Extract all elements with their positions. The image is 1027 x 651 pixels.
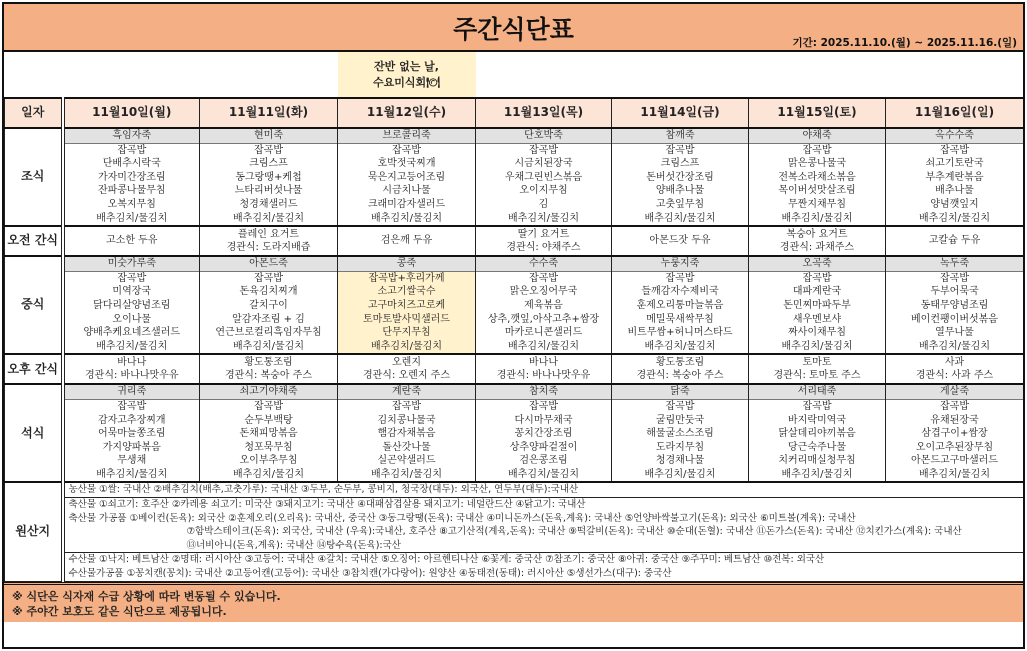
menu-item: 오이부추무침: [239, 455, 298, 467]
menu-item: 동태무양념조림: [920, 299, 989, 311]
porridge-item: 참깨죽: [612, 129, 748, 144]
menu-item: 어묵마늘쫑조림: [97, 428, 166, 440]
porridge-item: 아몬드죽: [200, 257, 337, 272]
snack-item: 황도통조림: [244, 356, 293, 368]
porridge-item: 오곡죽: [749, 257, 885, 272]
menu-item: 배추김치/물김치: [508, 340, 579, 352]
pm-snack-cell: [476, 354, 612, 384]
snack-item: 검은깨 두유: [380, 235, 433, 247]
menu-item: 상추양파겉절이: [509, 441, 578, 453]
menu-item: 느타리버섯나물: [234, 185, 303, 197]
menu-item: 오이고추된장무침: [915, 441, 994, 453]
porridge-item: 수수죽: [476, 257, 611, 272]
menu-item: 오이지무침: [519, 185, 568, 197]
porridge-item: 게살죽: [886, 385, 1023, 400]
menu-item: 배추김치/물김치: [781, 340, 853, 352]
menu-item: 잡곡밥: [117, 144, 147, 156]
am-snack-cell: [749, 226, 886, 256]
dinner-row: [5, 384, 1024, 482]
date-label: 일자: [5, 98, 63, 128]
menu-item: 오이나물: [112, 313, 152, 325]
dinner-cell: [749, 384, 886, 482]
menu-item: 배추김치/물김치: [781, 468, 853, 480]
porridge-item: 야채죽: [749, 129, 885, 144]
pm-snack-cell: [749, 354, 886, 384]
lunch-cell: [612, 256, 749, 354]
menu-item: 배추김치/물김치: [508, 468, 579, 480]
pm-snack-row: [5, 354, 1024, 384]
menu-item: 배추김치/물김치: [919, 340, 990, 352]
dinner-cell: [63, 384, 200, 482]
menu-item: 배추나물: [935, 185, 974, 197]
menu-item: 잡곡밥: [254, 144, 283, 156]
breakfast-cell: [886, 128, 1024, 226]
menu-item: 잡곡밥: [529, 272, 558, 284]
footer-line: ※ 식단은 식자재 수급 상황에 따라 변동될 수 있습니다.: [12, 589, 281, 603]
snack-item: 고칼슘 두유: [928, 235, 981, 247]
lunch-cell: [749, 256, 886, 354]
porridge-item: 닭죽: [612, 385, 748, 400]
menu-item: 배추김치/물김치: [371, 468, 442, 480]
note-line: 수요미식회🍽: [372, 75, 441, 89]
menu-item: 김치콩나물국: [377, 414, 436, 426]
snack-item: 고소한 두유: [106, 235, 158, 247]
menu-item: 배추김치/물김치: [644, 340, 716, 352]
special-day-note: [338, 52, 476, 98]
menu-item: 오복지무침: [107, 198, 156, 210]
snack-item: 경관식: 도라지배즙: [226, 242, 311, 254]
porridge-item: 콩죽: [338, 257, 475, 272]
porridge-item: 현미죽: [200, 129, 337, 144]
menu-item: 맑은오징어무국: [509, 286, 578, 298]
dinner-cell: [476, 384, 612, 482]
snack-item: 경관식: 과채주스: [779, 242, 855, 254]
menu-item: 전복소라채소볶음: [778, 171, 856, 183]
menu-item: 잡곡밥+후리가께: [368, 272, 445, 284]
pm-snack-cell: [338, 354, 476, 384]
menu-item: 배추김치/물김치: [919, 468, 990, 480]
note-line: 잔반 없는 날,: [374, 59, 439, 73]
origin-livestock-line: 축산물 ①쇠고기: 호주산 ②카레용 쇠고기: 미국산 ③돼지고기: 국내산 ④대패삼겹살용 돼지고기: 네덜란드산 ④닭고기: 국내산: [68, 499, 586, 511]
menu-item: 닭다리살양념조림: [93, 299, 171, 311]
menu-item: 바지락미역국: [788, 414, 846, 426]
snack-item: 딸기 요거트: [517, 228, 570, 240]
day-date: 11월16일(일): [886, 98, 1024, 128]
am-snack-cell: [338, 226, 476, 256]
menu-item: 메밀묵새싹무침: [646, 313, 714, 325]
am-snack-cell: [886, 226, 1024, 256]
menu-item: 잡곡밥: [940, 272, 969, 284]
menu-item: 크래미감자샐러드: [367, 198, 446, 210]
menu-item: 햄감자채볶음: [377, 428, 436, 440]
origin-farm: 농산물 ①쌀: 국내산 ②배추김치(배추,고춧가루): 국내산 ③두부, 순두부, 콩비지, 청국장(대두): 외국산, 연두부(대두):국내산: [65, 483, 1024, 498]
snack-item: 바나나: [117, 356, 147, 368]
day-date: 11월15일(토): [749, 98, 886, 128]
menu-item: 상추,깻잎,아삭고추+쌈장: [487, 313, 600, 325]
menu-item: 김: [538, 198, 549, 210]
origin-livestock-processed-line: 축산물 가공품 ①베이컨(돈육): 외국산 ②훈제오리(오리육): 국내산, 중국산 ③동그랑땡(돈육): 국내산 ④미니돈까스(돈육,계육): 국내산 ⑤언양바싹불고기(돈육): 외국산 ⑥미트볼(계육): 국내산: [68, 512, 856, 524]
snack-item: 경관식: 사과 주스: [915, 370, 994, 382]
menu-item: 잡곡밥: [529, 400, 558, 412]
menu-item: 고구마치즈고로케: [367, 299, 446, 311]
menu-item: 실곤약샐러드: [377, 455, 436, 467]
menu-item: 잡곡밥: [117, 272, 147, 284]
origin-seafood: [65, 553, 1024, 580]
origin-info: [63, 482, 1024, 581]
menu-item: 가자미간장조림: [97, 171, 166, 183]
dinner-label: 석식: [5, 384, 63, 482]
menu-item: 유채된장국: [930, 414, 979, 426]
snack-item: 바나나: [529, 356, 558, 368]
pm-snack-cell: [63, 354, 200, 384]
snack-item: 아몬드잣 두유: [649, 235, 711, 247]
menu-item: 치커리매실청무침: [778, 455, 856, 467]
origin-livestock-processed-line: ⑦함박스테이크(돈육): 외국산, 국내산 (우육):국내산, 호주산 ⑧고기산적(계육,돈육): 국내산 ⑨떡갈비(돈육): 국내산 ⑩순대(돈혈): 국내산 ⑪돈가스(돈육): 국내산 ⑫치킨가스(계육): 국내산: [186, 526, 962, 538]
am-snack-cell: [200, 226, 338, 256]
menu-item: 고춧잎무침: [655, 198, 705, 210]
menu-item: 무생채: [117, 455, 147, 467]
menu-item: 묵은지고등어조림: [367, 171, 446, 183]
menu-item: 배추김치/물김치: [644, 212, 716, 224]
date-header-row: [5, 98, 1024, 128]
menu-item: 양념깻잎지: [930, 198, 979, 210]
menu-item: 배추김치/물김치: [371, 212, 442, 224]
menu-item: 맑은콩나물국: [788, 158, 846, 170]
menu-item: 청경채나물: [655, 455, 705, 467]
pm-snack-cell: [886, 354, 1024, 384]
menu-item: 호박젓국찌개: [377, 158, 436, 170]
menu-item: 크림스프: [249, 158, 288, 170]
menu-item: 잔파콩나물무침: [97, 185, 166, 197]
menu-item: 연근브로컬리흑임자무침: [215, 327, 322, 339]
am-snack-cell: [476, 226, 612, 256]
menu-item: 마카로니콘샐러드: [504, 327, 583, 339]
porridge-item: 흑임자죽: [65, 129, 200, 144]
menu-item: 돈채피망볶음: [239, 428, 298, 440]
page-title: 주간식단표: [453, 15, 574, 44]
am-snack-label: 오전 간식: [5, 226, 63, 256]
day-date: 11월12일(수): [338, 98, 476, 128]
dinner-cell: [612, 384, 749, 482]
snack-item: 복숭아 요거트: [786, 228, 848, 240]
am-snack-cell: [612, 226, 749, 256]
menu-item: 짜사이채무침: [788, 327, 846, 339]
origin-label: 원산지: [5, 482, 63, 581]
menu-item: 돌산갓나물: [382, 441, 431, 453]
menu-item: 잡곡밥: [665, 272, 695, 284]
menu-item: 아몬드고구마샐러드: [911, 455, 998, 467]
menu-item: 양배추나물: [655, 185, 705, 197]
menu-item: 굴림만둣국: [655, 414, 705, 426]
porridge-item: 서리태죽: [749, 385, 885, 400]
menu-item: 목이버섯맛살조림: [778, 185, 856, 197]
menu-item: 잡곡밥: [802, 144, 832, 156]
porridge-item: 계란죽: [338, 385, 475, 400]
title-bar: [4, 4, 1023, 52]
breakfast-cell: [612, 128, 749, 226]
breakfast-row: [5, 128, 1024, 226]
menu-item: 도라지무침: [655, 441, 705, 453]
menu-item: 다시마무채국: [514, 414, 573, 426]
menu-item: 시금치된장국: [514, 158, 573, 170]
menu-item: 청포묵무침: [244, 441, 293, 453]
menu-item: 배추김치/물김치: [508, 212, 579, 224]
breakfast-cell: [749, 128, 886, 226]
menu-item: 순두부백탕: [244, 414, 293, 426]
menu-item: 양배추케요네즈샐러드: [83, 327, 181, 339]
footer-notice: [4, 582, 1023, 622]
menu-item: 대파계란국: [792, 286, 842, 298]
menu-item: 들깨감자수제비국: [641, 286, 719, 298]
lunch-label: 중식: [5, 256, 63, 354]
porridge-item: 브로콜리죽: [338, 129, 475, 144]
menu-item: 잡곡밥: [665, 400, 695, 412]
am-snack-cell: [63, 226, 200, 256]
porridge-item: 참치죽: [476, 385, 611, 400]
weekly-menu: [2, 2, 1025, 649]
menu-item: 두부어묵국: [930, 286, 979, 298]
origin-livestock: [65, 498, 1024, 553]
period-text: 기간: 2025.11.10.(월) ~ 2025.11.16.(일): [792, 37, 1017, 49]
menu-item: 배추김치/물김치: [644, 468, 716, 480]
menu-item: 잡곡밥: [117, 400, 147, 412]
menu-item: 새우멘보샤: [792, 313, 842, 325]
snack-item: 플레인 요거트: [237, 228, 300, 240]
menu-item: 잡곡밥: [254, 272, 283, 284]
menu-item: 돈버섯간장조림: [646, 171, 714, 183]
porridge-item: 옥수수죽: [886, 129, 1023, 144]
menu-table: [4, 52, 1024, 582]
note-row: [5, 52, 1024, 98]
menu-item: 가지양파볶음: [102, 441, 161, 453]
snack-item: 경관식: 복숭아 주스: [224, 370, 312, 382]
snack-item: 토마토: [802, 356, 832, 368]
menu-item: 부추계란볶음: [925, 171, 984, 183]
menu-item: 감자고추장찌개: [97, 414, 166, 426]
breakfast-cell: [476, 128, 612, 226]
menu-item: 잡곡밥: [802, 400, 832, 412]
menu-item: 열무나물: [935, 327, 974, 339]
am-snack-row: [5, 226, 1024, 256]
lunch-cell: [338, 256, 476, 354]
menu-item: 단무지무침: [382, 327, 431, 339]
menu-item: 잡곡밥: [940, 400, 969, 412]
menu-item: 배추김치/물김치: [96, 340, 168, 352]
origin-livestock-processed-line: ⑬너비아니(돈육,계육): 국내산 ⑭탕수육(돈육):국산: [186, 539, 401, 551]
pm-snack-cell: [612, 354, 749, 384]
menu-item: 배추김치/물김치: [96, 212, 168, 224]
menu-item: 제육볶음: [524, 299, 563, 311]
day-date: 11월10일(월): [63, 98, 200, 128]
menu-item: 시금치나물: [382, 185, 431, 197]
lunch-cell: [886, 256, 1024, 354]
footer-line: ※ 주야간 보호도 같은 식단으로 제공됩니다.: [12, 604, 227, 618]
porridge-item: 쇠고기야채죽: [200, 385, 337, 400]
menu-item: 돈민찌마파두부: [783, 299, 851, 311]
menu-item: 잡곡밥: [665, 144, 695, 156]
snack-item: 오렌지: [392, 356, 421, 368]
day-date: 11월14일(금): [612, 98, 749, 128]
origin-row: [5, 482, 1024, 581]
lunch-cell: [63, 256, 200, 354]
menu-item: 배추김치/물김치: [781, 212, 853, 224]
menu-item: 미역장국: [112, 286, 152, 298]
menu-item: 청경채샐러드: [239, 198, 298, 210]
menu-item: 우채그린빈스볶음: [504, 171, 583, 183]
menu-item: 알감자조림 + 김: [232, 313, 305, 325]
origin-seafood-line: 수산물 ①낙지: 베트남산 ②명태: 러시아산 ③고등어: 국내산 ④갈치: 국내산 ⑤오징어: 아르헨티나산 ⑥꽃게: 중국산 ⑦참조기: 중국산 ⑧아귀: 중국산 ⑨주꾸미: 베트남산 ⑩전복: 외국산: [68, 554, 825, 566]
snack-item: 경관식: 복숭아 주스: [636, 370, 724, 382]
lunch-cell: [200, 256, 338, 354]
menu-item: 쇠고기토란국: [925, 158, 984, 170]
menu-item: 소고기쌀국수: [377, 286, 436, 298]
lunch-cell: [476, 256, 612, 354]
menu-item: 비트무쌈+허니머스타드: [627, 327, 733, 339]
breakfast-cell: [200, 128, 338, 226]
menu-item: 배추김치/물김치: [233, 212, 304, 224]
menu-item: 배추김치/물김치: [233, 468, 304, 480]
dinner-cell: [886, 384, 1024, 482]
menu-item: 잡곡밥: [392, 400, 421, 412]
menu-item: 잡곡밥: [254, 400, 283, 412]
menu-item: 토마토발사믹샐러드: [363, 313, 450, 325]
menu-item: 꽁치간장조림: [514, 428, 573, 440]
dinner-cell: [338, 384, 476, 482]
breakfast-label: 조식: [5, 128, 63, 226]
menu-item: 잡곡밥: [392, 144, 421, 156]
pm-snack-cell: [200, 354, 338, 384]
pm-snack-label: 오후 간식: [5, 354, 63, 384]
menu-item: 당근숙주나물: [788, 441, 846, 453]
porridge-item: 미숫가루죽: [65, 257, 200, 272]
menu-item: 무짠지채무침: [788, 198, 846, 210]
menu-item: 크림스프: [660, 158, 700, 170]
porridge-item: 단호박죽: [476, 129, 611, 144]
day-date: 11월13일(목): [476, 98, 612, 128]
snack-item: 황도통조림: [655, 356, 705, 368]
snack-item: 경관식: 오렌지 주스: [362, 370, 450, 382]
menu-item: 배추김치/물김치: [371, 340, 442, 352]
menu-item: 삼겹구이+쌈장: [921, 428, 988, 440]
snack-item: 사과: [944, 356, 965, 368]
snack-item: 경관식: 야채주스: [506, 242, 581, 254]
menu-item: 잡곡밥: [529, 144, 558, 156]
menu-item: 검은콩조림: [519, 455, 568, 467]
menu-item: 잡곡밥: [940, 144, 969, 156]
menu-item: 훈제오리통마늘볶음: [636, 299, 724, 311]
porridge-item: 귀리죽: [65, 385, 200, 400]
menu-item: 배추김치/물김치: [919, 212, 990, 224]
menu-item: 배추김치/물김치: [233, 340, 304, 352]
porridge-item: 누룽지죽: [612, 257, 748, 272]
porridge-item: 녹두죽: [886, 257, 1023, 272]
menu-item: 잡곡밥: [802, 272, 832, 284]
menu-item: 갈치구이: [249, 299, 288, 311]
menu-item: 단배추시락국: [102, 158, 161, 170]
breakfast-cell: [338, 128, 476, 226]
snack-item: 경관식: 바나나맛우유: [496, 370, 591, 382]
menu-item: 돈육김치찌개: [239, 286, 298, 298]
menu-item: 베이컨팽이버섯볶음: [911, 313, 998, 325]
menu-item: 닭살데리야끼볶음: [778, 428, 856, 440]
snack-item: 경관식: 토마토 주스: [773, 370, 861, 382]
dinner-cell: [200, 384, 338, 482]
day-date: 11월11일(화): [200, 98, 338, 128]
lunch-row: [5, 256, 1024, 354]
menu-item: 동그랑땡+케첩: [235, 171, 302, 183]
origin-seafood-processed-line: 수산물가공품 ①꽁치캔(꽁치): 국내산 ②고등어캔(고등어): 국내산 ③참치캔(가다랑어): 원양산 ④동태전(동태): 러시아산 ⑤생선가스(대구): 중국산: [68, 568, 672, 580]
menu-item: 배추김치/물김치: [96, 468, 168, 480]
menu-item: 해물굴소스조림: [646, 428, 714, 440]
snack-item: 경관식: 바나나맛우유: [85, 370, 179, 382]
breakfast-cell: [63, 128, 200, 226]
